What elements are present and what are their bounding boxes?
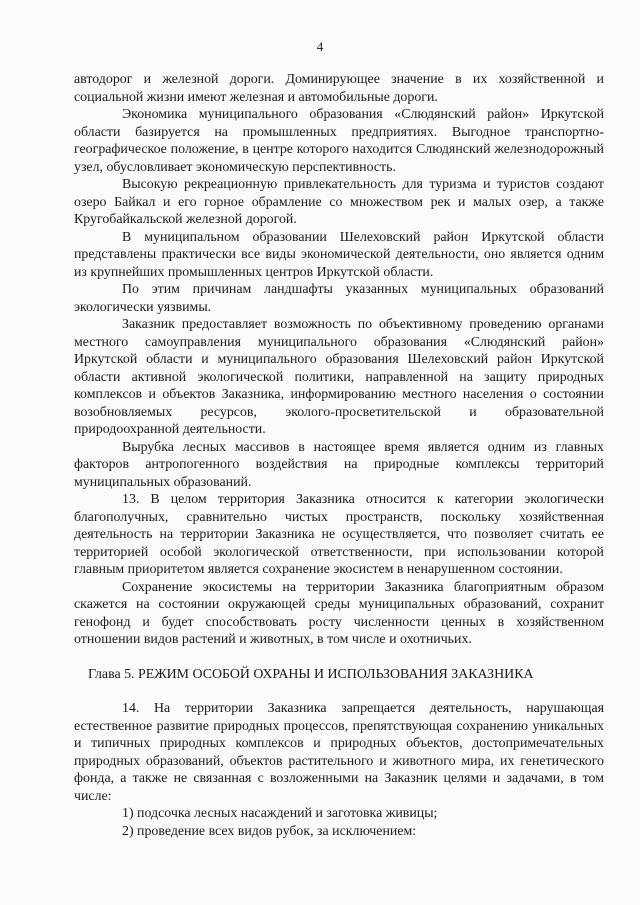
paragraph: Экономика муниципального образования «Слюдянский район» Иркутской области базируется на промышленных предприятиях. Выгодное транспортно-географическое положение, в центре которого находится Слюдянский железнодорожный узел, обусловливает экономическую перспективность.	[74, 107, 604, 175]
page-number: 4	[316, 39, 324, 54]
list-item: 2) проведение всех видов рубок, за исключением:	[122, 823, 417, 839]
paragraph: автодорог и железной дороги. Доминирующее значение в их хозяйственной и социальной жизни имеют железная и автомобильные дороги.	[74, 72, 604, 105]
paragraph: По этим причинам ландшафты указанных муниципальных образований экологически уязвимы.	[74, 282, 604, 315]
document-body	[74, 71, 604, 840]
paragraph: Сохранение экосистемы на территории Заказника благоприятным образом скажется на состоянии окружающей среды муниципальных образований, сохранит генофонд и будет способствовать росту численности ценных в хозяйственном отношении видов растений и животных, в том числе и охотничьих.	[74, 579, 604, 647]
paragraph: Высокую рекреационную привлекательность для туризма и туристов создают озеро Байкал и его горное обрамление со множеством рек и малых озер, а также Кругобайкальской железной дорогой.	[74, 177, 604, 227]
paragraph: Заказник предоставляет возможность по объективному проведению органами местного самоуправления муниципального образования «Слюдянский район» Иркутской области и муниципального образования Шелеховский район Иркутской области активной экологической политики, направленной на защиту природных комплексов и объектов Заказника, информированию местного населения о состоянии возобновляемых ресурсов, эколого-просветительской и образовательной природоохранной деятельности.	[74, 317, 604, 437]
list-item: 1) подсочка лесных насаждений и заготовка живицы;	[122, 806, 438, 821]
chapter-heading: Глава 5. РЕЖИМ ОСОБОЙ ОХРАНЫ И ИСПОЛЬЗОВАНИЯ ЗАКАЗНИКА	[88, 666, 534, 682]
paragraph: В муниципальном образовании Шелеховский район Иркутской области представлены практически все виды экономической деятельности, оно является одним из крупнейших промышленных центров Иркутской области.	[74, 229, 604, 280]
paragraph: Вырубка лесных массивов в настоящее время является одним из главных факторов антропогенного воздействия на природные комплексы территорий муниципальных образований.	[74, 439, 604, 490]
paragraph-13: 13. В целом территория Заказника относится к категории экологически благополучных, сравнительно чистых пространств, поскольку хозяйственная деятельность на территории Заказника не осуществляется, что позволяет считать ее территорией особой экологической ответственности, при использовании которой главным приоритетом является сохранение экосистем в ненарушенном состоянии.	[74, 492, 604, 577]
paragraph-14: 14. На территории Заказника запрещается деятельность, нарушающая естественное развитие природных процессов, препятствующая сохранению уникальных и типичных природных комплексов и природных объектов, достопримечательных природных образований, объектов растительного и животного мира, их генетического фонда, а также не связанная с возложенными на Заказник целями и задачами, в том числе:	[74, 701, 604, 804]
